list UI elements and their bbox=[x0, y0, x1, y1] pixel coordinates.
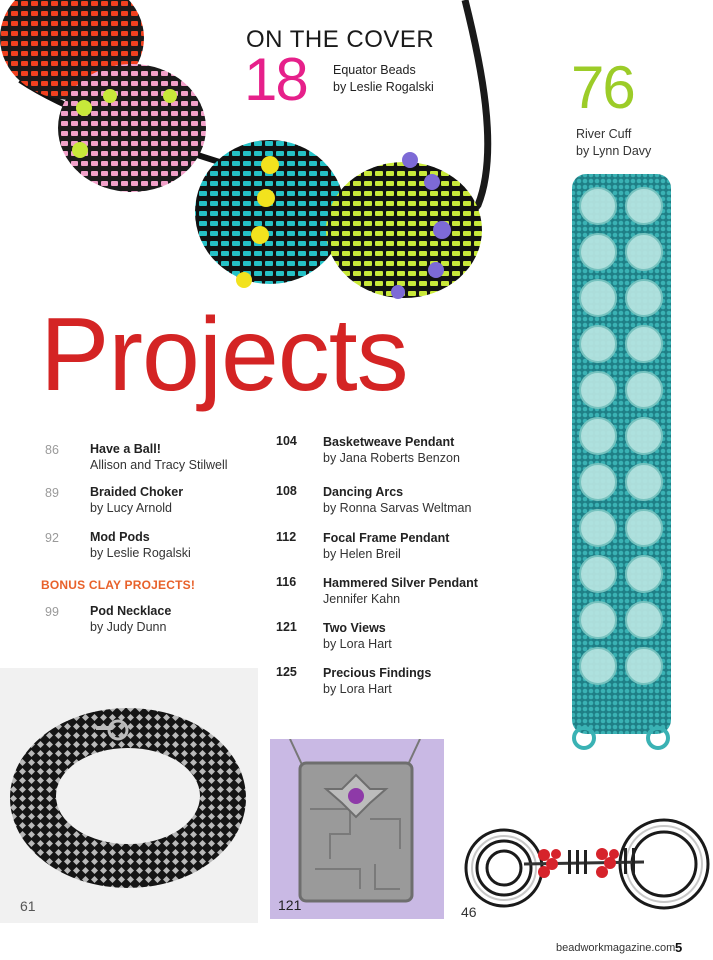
photo-page-label[interactable]: 121 bbox=[278, 897, 302, 913]
toc-page: 104 bbox=[276, 434, 297, 448]
cover-article-title: Equator Beads bbox=[333, 63, 416, 77]
river-cuff-photo bbox=[570, 172, 673, 750]
toc-entry-title: Braided Choker bbox=[90, 485, 184, 499]
toc-page: 116 bbox=[276, 575, 297, 589]
toc-entry[interactable] bbox=[323, 530, 449, 562]
silver-pendant-image bbox=[270, 739, 444, 919]
toc-entry-author: by Leslie Rogalski bbox=[90, 546, 191, 560]
toc-page: 108 bbox=[276, 484, 297, 498]
pendant-photo bbox=[270, 739, 444, 919]
toc-entry-author: by Helen Breil bbox=[323, 547, 401, 561]
circle-clasp-photo bbox=[464, 810, 713, 920]
cover-page-number[interactable]: 18 bbox=[244, 46, 307, 113]
feature-article-title: River Cuff bbox=[576, 127, 632, 141]
toc-page: 121 bbox=[276, 620, 297, 634]
toc-entry-title: Basketweave Pendant bbox=[323, 435, 455, 449]
bonus-label: BONUS CLAY PROJECTS! bbox=[41, 578, 196, 592]
cover-heading: ON THE COVER bbox=[246, 26, 435, 53]
toc-entry-author: by Judy Dunn bbox=[90, 620, 167, 634]
toc-entry[interactable] bbox=[323, 620, 392, 652]
toc-page: 99 bbox=[45, 605, 59, 619]
toc-page: 86 bbox=[45, 443, 59, 457]
footer-url[interactable]: beadworkmagazine.com bbox=[556, 942, 676, 954]
toc-entry[interactable] bbox=[323, 665, 431, 697]
toc-entry[interactable] bbox=[323, 484, 471, 516]
toc-entry-author: Allison and Tracy Stilwell bbox=[90, 458, 228, 472]
toc-entry-title: Focal Frame Pendant bbox=[323, 531, 450, 545]
cover-article-author: by Leslie Rogalski bbox=[333, 80, 434, 94]
toc-entry-title: Have a Ball! bbox=[90, 442, 161, 456]
toc-entry-author: by Lucy Arnold bbox=[90, 501, 172, 515]
crystal-bracelet-image bbox=[0, 668, 258, 923]
toc-entry[interactable] bbox=[323, 575, 478, 607]
toc-entry-author: Jennifer Kahn bbox=[323, 592, 401, 606]
toc-entry-title: Precious Findings bbox=[323, 666, 432, 680]
feature-page-number[interactable]: 76 bbox=[571, 54, 634, 121]
toc-entry-title: Dancing Arcs bbox=[323, 485, 404, 499]
feature-article-author: by Lynn Davy bbox=[576, 144, 652, 158]
toc-entry[interactable] bbox=[90, 529, 191, 561]
toc-page: 125 bbox=[276, 665, 297, 679]
footer-page-number: 5 bbox=[675, 940, 683, 955]
toc-entry[interactable] bbox=[90, 484, 183, 516]
toc-entry-title: Mod Pods bbox=[90, 530, 150, 544]
toc-entry[interactable] bbox=[323, 434, 460, 466]
toc-entry[interactable] bbox=[90, 603, 171, 635]
toc-page: 112 bbox=[276, 530, 297, 544]
toc-entry-author: by Lora Hart bbox=[323, 637, 392, 651]
toc-entry-author: by Jana Roberts Benzon bbox=[323, 451, 460, 465]
cover-article[interactable] bbox=[333, 62, 434, 96]
toc-page: 89 bbox=[45, 486, 59, 500]
toc-entry-author: by Ronna Sarvas Weltman bbox=[323, 501, 472, 515]
toc-page: 92 bbox=[45, 531, 59, 545]
photo-page-label[interactable]: 61 bbox=[20, 898, 36, 914]
photo-page-label[interactable]: 46 bbox=[461, 904, 477, 920]
section-title: Projects bbox=[40, 297, 408, 413]
feature-article[interactable] bbox=[576, 126, 651, 160]
crystal-bracelet-photo bbox=[0, 668, 258, 923]
toc-entry[interactable] bbox=[90, 441, 228, 473]
toc-entry-title: Hammered Silver Pendant bbox=[323, 576, 478, 590]
toc-entry-title: Two Views bbox=[323, 621, 386, 635]
toc-entry-author: by Lora Hart bbox=[323, 682, 392, 696]
toc-entry-title: Pod Necklace bbox=[90, 604, 172, 618]
